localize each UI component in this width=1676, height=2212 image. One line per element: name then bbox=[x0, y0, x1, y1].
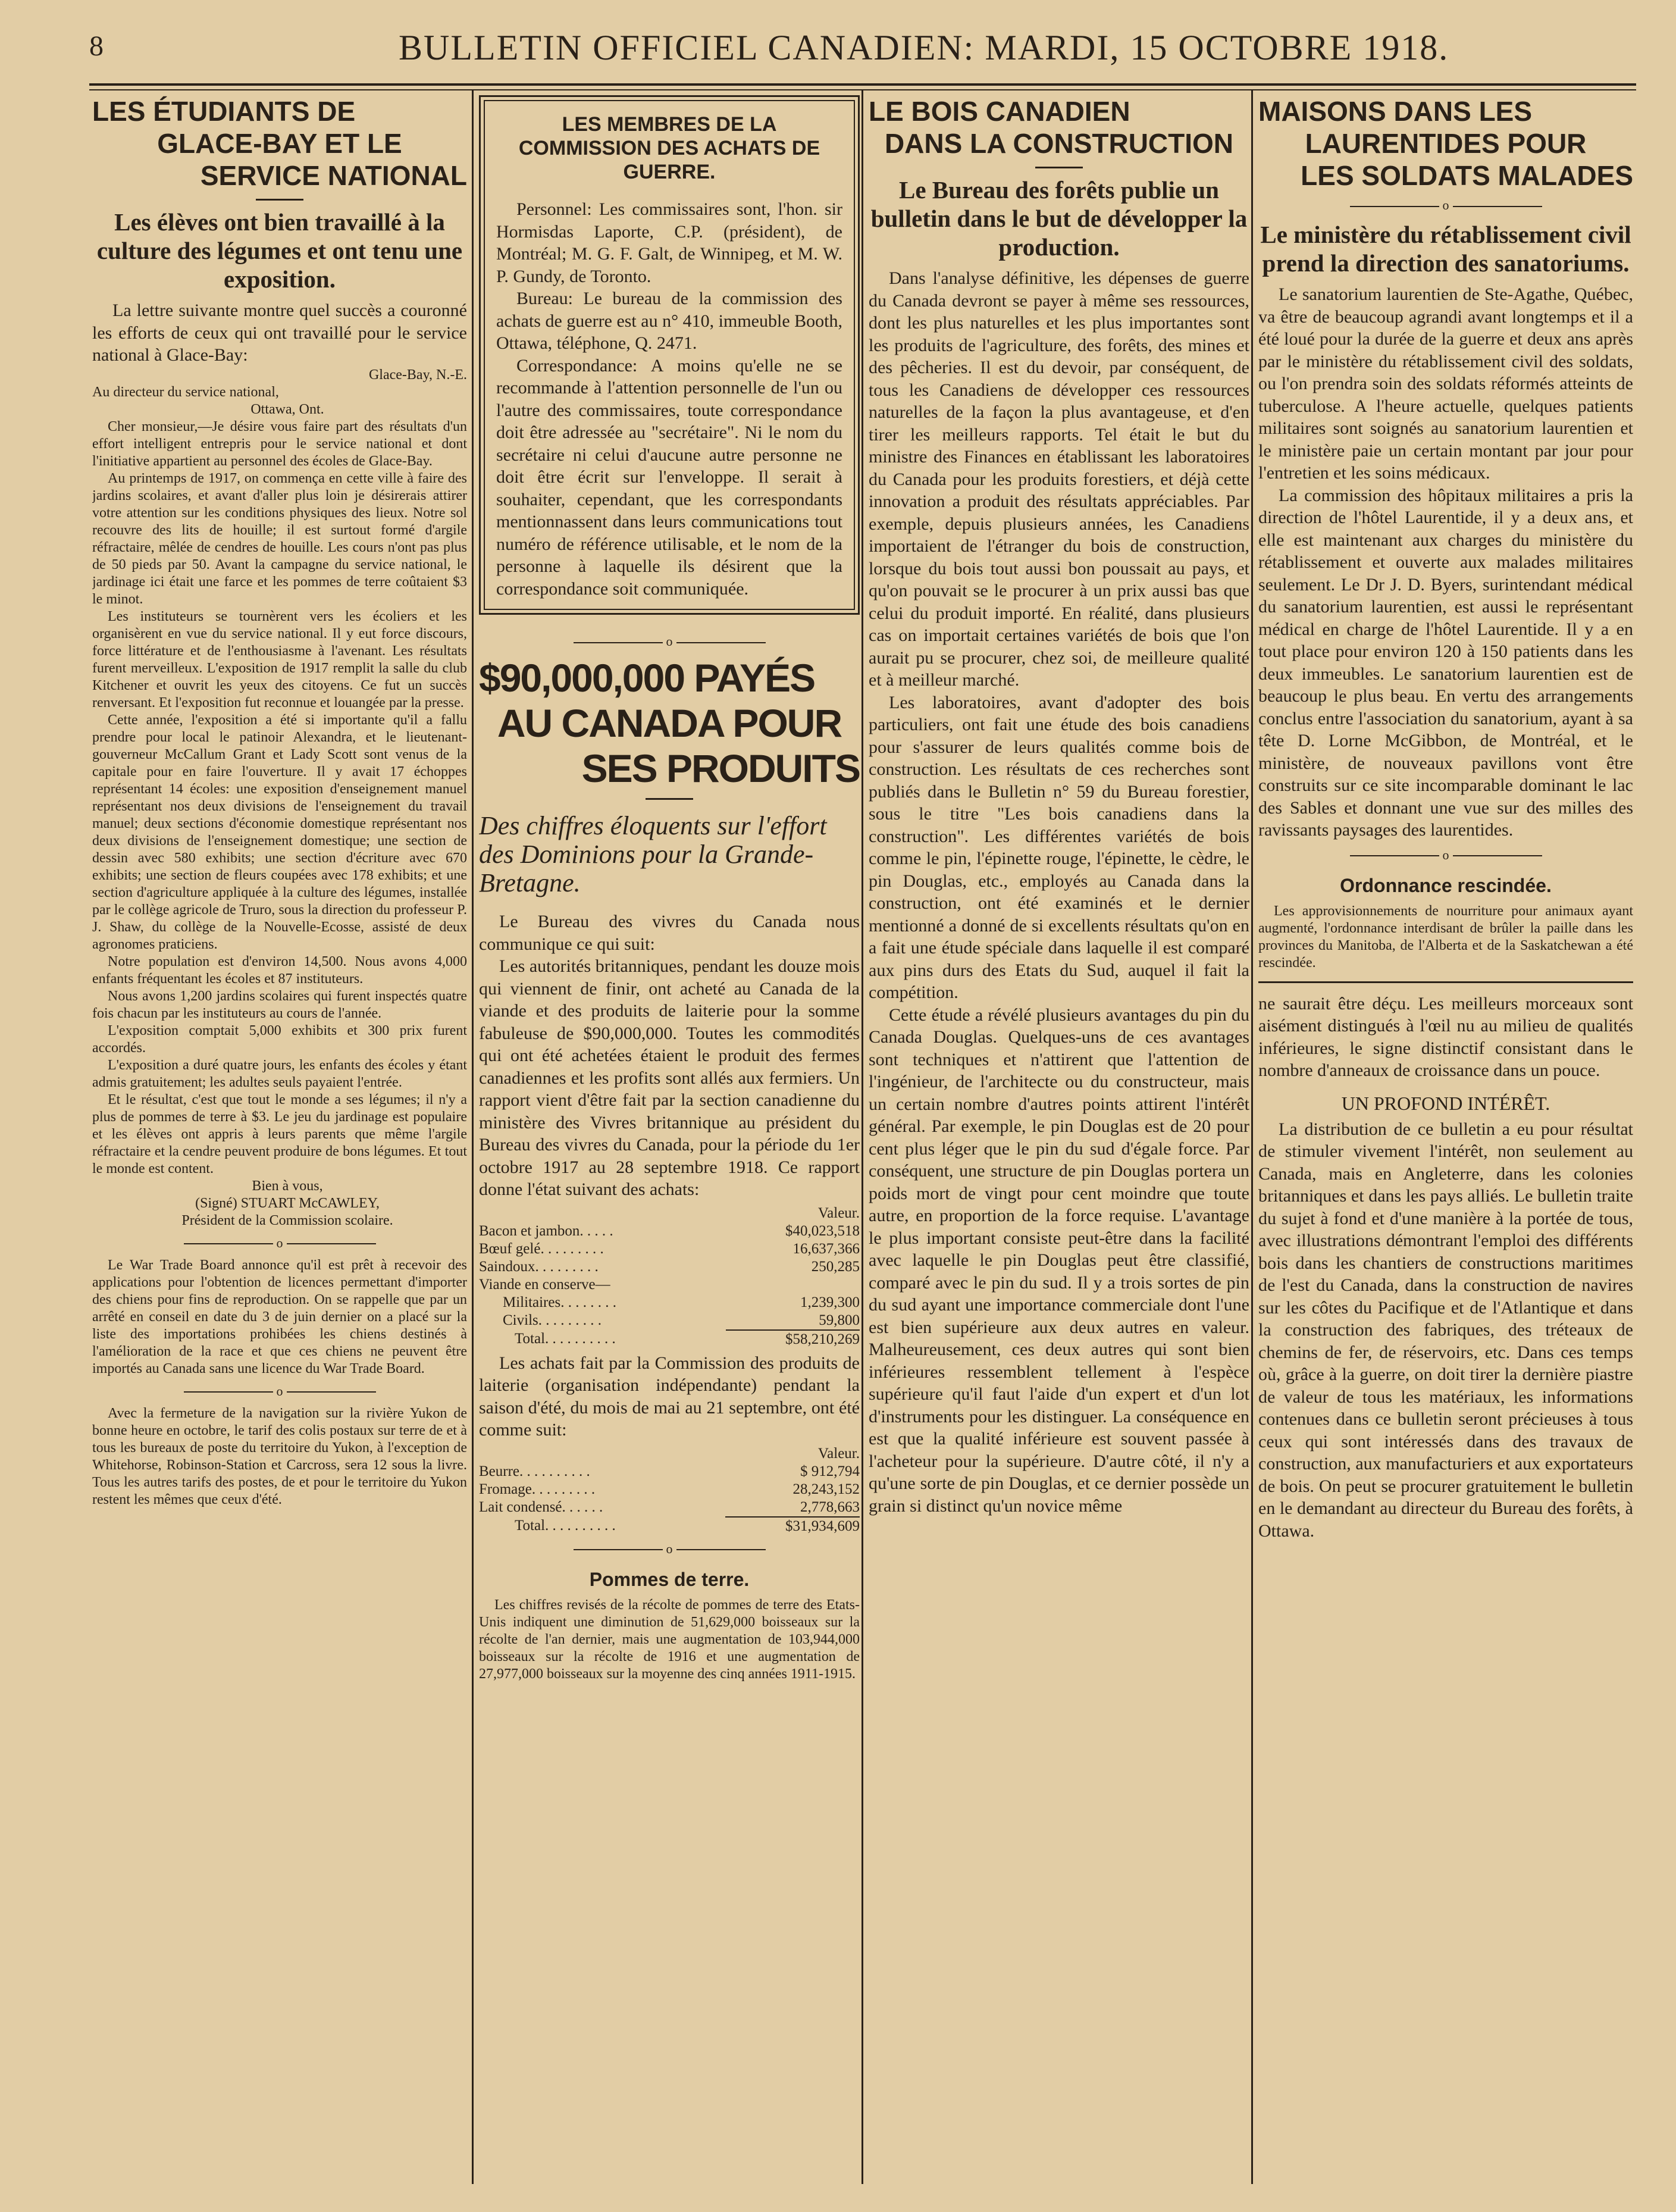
article-paragraph: Les chiffres revisés de la récolte de pommes de terre des Etats-Unis indiquent une diminution de 51,629,000 boisseaux sur la récolte de l'an dernier, mais une augmentation de 103,944,000 boisseaux sur la récolte de 1916 et une augmentation de 27,977,000 boisseaux sur la moyenne des cinq années 1911-1915. bbox=[479, 1597, 860, 1682]
section-rule bbox=[1258, 981, 1633, 983]
row-label: Saindoux. . . . . . . . . bbox=[479, 1258, 599, 1275]
purchases-table bbox=[479, 1204, 860, 1349]
row-value: $40,023,518 bbox=[785, 1222, 860, 1239]
row-value bbox=[726, 1276, 860, 1294]
column-rule-3 bbox=[1251, 89, 1253, 2184]
article-subhead: Le ministère du rétablissement civil prend la direction des sanatoriums. bbox=[1260, 221, 1631, 277]
article-paragraph: Les achats fait par la Commission des produits de laiterie (organisation indépendante) pendant la saison d'été, du mois de mai au 21 septembre, ont été comme suit: bbox=[479, 1353, 860, 1440]
letter-address: Au directeur du service national, bbox=[92, 384, 279, 400]
article-subhead: Des chiffres éloquents sur l'effort des Dominions pour la Grande-Bretagne. bbox=[479, 811, 827, 897]
box-paragraph: Bureau: Le bureau de la commission des achats de guerre est au n° 410, immeuble Booth, Ottawa, téléphone, Q. 2471. bbox=[496, 289, 842, 353]
row-label: Viande en conserve— bbox=[479, 1276, 610, 1293]
ornament-glyph: o bbox=[666, 634, 673, 649]
table-total-row bbox=[479, 1330, 860, 1349]
total-value: $31,934,609 bbox=[725, 1517, 860, 1535]
headline-line: LAURENTIDES POUR bbox=[1305, 128, 1587, 159]
table-row bbox=[479, 1294, 860, 1312]
article-headline-payments bbox=[479, 655, 860, 791]
letter-address: Ottawa, Ont. bbox=[250, 401, 324, 417]
minor-headline: Ordonnance rescindée. bbox=[1340, 874, 1552, 896]
headline-line: LES SOLDATS MALADES bbox=[1301, 160, 1633, 191]
ornament-divider bbox=[92, 1382, 467, 1400]
table-row bbox=[479, 1498, 860, 1517]
table-total-row bbox=[479, 1517, 860, 1535]
article-headline-students bbox=[92, 95, 467, 192]
masthead-title: BULLETIN OFFICIEL CANADIEN: MARDI, 15 OCTOBRE 1918. bbox=[399, 28, 1449, 67]
headline-line: GLACE-BAY ET LE bbox=[157, 128, 402, 159]
row-value: $ 912,794 bbox=[800, 1463, 860, 1479]
article-paragraph: La distribution de ce bulletin a eu pour résultat de stimuler vivement l'intérêt, non seulement au Canada, mais en Angleterre, dans les colonies britanniques et dans les pays alliés. Le bulletin traite du sujet à fond et d'une manière à la portée de tous, avec illustrations démontrant l'emploi des différents bois dans les chantiers de constructions maritimes de l'est du Canada, dans la construction de navires sur les côtes du Pacifique et de l'Atlantique et dans la construction des fabriques, des tréteaux de chemins de fer, de réservoirs, etc. Dans ces temps où, grâce à la guerre, on doit tirer la dernière piastre de valeur de tous les matériaux, les informations contenues dans ce bulletin seront précieuses à tous ceux qui sont intéressés dans des travaux de construction, aux manufacturiers et aux exportateurs de bois. On peut se procurer gratuitement le bulletin en le demandant au directeur du Bureau des forêts, à Ottawa. bbox=[1258, 1119, 1633, 1541]
headline-line: SES PRODUITS bbox=[581, 746, 860, 790]
row-value: 16,637,366 bbox=[792, 1240, 860, 1257]
column-3 bbox=[869, 95, 1249, 2190]
box-headline: LES MEMBRES DE LA COMMISSION DES ACHATS DE GUERRE. bbox=[518, 113, 820, 183]
box-paragraph: Correspondance: A moins qu'elle ne se recommande à l'attention personnelle de l'un ou l'autre des commissaires, toute correspondance doit être adressée au "secrétaire". Ni le nom du secrétaire ni celui d'aucune autre personne ne doit être écrit sur l'enveloppe. Il serait à souhaiter, cependant, que les correspondants mentionnassent dans leurs communications tout numéro de référence utilisable, et le nom de la personne à laquelle ils désirent que la correspondance soit communiquée. bbox=[496, 355, 842, 599]
minor-headline: Pommes de terre. bbox=[589, 1568, 750, 1590]
headline-line: DANS LA CONSTRUCTION bbox=[884, 128, 1234, 159]
headline-line: $90,000,000 PAYÉS bbox=[479, 656, 815, 700]
letter-paragraph: Cette année, l'exposition a été si importante qu'il a fallu prendre pour local le patinoir Alexandra, et le lieutenant-gouverneur McCallum Grant et Lady Scott sont venus de la capitale pour en faire l'ouverture. Il y avait 17 échoppes représentant 14 écoles: une exposition d'enseignement manuel représentant nos deux divisions de l'enseignement du travail manuel; deux sections d'économie domestique représentant nos deux divisions de l'enseignement domestique; une section de dessin avec 580 exhibits; une section d'écriture avec 670 exhibits; une section de fleurs coupées avec 178 exhibits; et une section d'agriculture appliquée à la culture des légumes, installée par le collège agricole de Truro, sous la direction du professeur P. J. Shaw, du collège de la Nouvelle-Ecosse, assisté de deux agronomes praticiens. bbox=[92, 712, 467, 952]
letter-signature: (Signé) STUART McCAWLEY, bbox=[195, 1195, 380, 1211]
article-paragraph: La commission des hôpitaux militaires a pris la direction de l'hôtel Laurentide, il y a deux ans, et elle est maintenant aux charges du ministère du rétablissement et ouverte aux malades militaires seulement. Le Dr J. D. Byers, surintendant médical du sanatorium laurentien, est aussi le représentant médical en charge de l'hôtel Laurentide. Il y a en tout place pour environ 120 à 150 patients dans les deux immeubles. Le sanatorium laurentien est de beaucoup le plus beau. En vertu des arrangements conclus entre l'association du sanatorium, ayant à sa tête D. Lorne McGibbon, de Montréal, et le ministère, de nouveaux pavillons vont être construits sur ce site incomparable dominant le lac des Sables et donnant une vue sur des milles des ravissants paysages des laurentides. bbox=[1258, 485, 1633, 840]
row-value: 2,778,663 bbox=[800, 1498, 860, 1515]
table-row bbox=[479, 1276, 860, 1294]
ornament-divider bbox=[1258, 846, 1633, 864]
column-2 bbox=[479, 95, 860, 2190]
headline-line: LES ÉTUDIANTS DE bbox=[92, 96, 356, 127]
article-paragraph: La lettre suivante montre quel succès a couronné les efforts de ceux qui ont travaillé pour le service national à Glace-Bay: bbox=[92, 301, 467, 365]
row-label: Civils. . . . . . . . . bbox=[503, 1312, 602, 1328]
article-paragraph: Avec la fermeture de la navigation sur la rivière Yukon de bonne heure en octobre, le tarif des colis postaux sur terre de et à tous les bureaux de poste du territoire du Yukon, à l'exception de Whitehorse, Robinson-Station et Carcross, sera 12 sous la livre. Tous les autres tarifs des postes, de et pour le territoire du Yukon restent les mêmes que ceux d'été. bbox=[92, 1405, 467, 1507]
article-paragraph: Les laboratoires, avant d'adopter des bois particuliers, ont fait une étude des bois canadiens pour s'assurer de leurs qualités comme bois de construction. Les résultats de ces recherches sont publiés dans le Bulletin n° 59 du Bureau forestier, sous le titre "Les bois canadiens dans la construction". Les différentes variétés de bois comme le pin, l'épinette rouge, l'épinette, le cèdre, le pin Douglas, etc., employés au Canada dans la construction, ont été examinés et le dernier mentionné a donné de si excellents résultats qu'on en a fait une étude spéciale dans laquelle il est comparé aux pins durs des Etats du Sud, auquel il fait la compétition. bbox=[869, 692, 1249, 1002]
column-rule-2 bbox=[862, 89, 863, 2184]
letter-paragraph: Au printemps de 1917, on commença en cette ville à faire des jardins scolaires, et avant d'aller plus loin je désirerais attirer votre attention sur les conditions physiques des lieux. Notre sol recouvre des lits de houille; il est surtout formé d'argile réfractaire, mêlée de cendres de houille. Les cours n'ont pas plus de 50 pieds par 50. Avant la campagne du service national, le jardinage ici était une farce et les pommes de terre coûtaient $3 le minot. bbox=[92, 470, 467, 607]
table-row bbox=[479, 1240, 860, 1258]
row-value: 1,239,300 bbox=[800, 1294, 860, 1310]
article-paragraph: Cette étude a révélé plusieurs avantages du pin du Canada Douglas. Quelques-uns de ces avantages sont techniques et n'attirent que l'attention de l'ingénieur, de l'architecte ou du constructeur, mais un certain nombre d'autres points attirent l'intérêt général. Par exemple, le pin Douglas est de 20 pour cent plus léger que le pin du sud d'égale force. Par conséquent, une structure de pin Douglas portera un poids mort de vingt pour cent moindre que toute autre, en proportion de la force requise. L'avantage le plus important consiste peut-être dans la facilité avec laquelle le pin Douglas peut être classifié, comparé avec le pin du sud. Il y a trois sortes de pin du sud ayant une importance commerciale dont l'une est bien supérieure aux deux autres en valeur. Malheureusement, ces deux autres qui sont bien inférieures ressemblent tellement à l'espèce supérieure qu'il faut l'aide d'un expert et d'un lot d'instruments pour les distinguer. La conséquence en est que la qualité inférieure est souvent passée à l'acheteur pour la supérieure. D'autre côté, il n'y a qu'une sorte de pin Douglas, et ce dernier possède un grain si distinct qu'un novice même bbox=[869, 1005, 1249, 1516]
ornament-glyph: o bbox=[276, 1383, 283, 1398]
commission-box bbox=[479, 95, 860, 615]
letter-paragraph: Nous avons 1,200 jardins scolaires qui furent inspectés quatre fois chacun par les instituteurs au cours de l'année. bbox=[92, 988, 467, 1021]
page-number: 8 bbox=[89, 30, 104, 62]
letter-closing: Bien à vous, bbox=[252, 1178, 323, 1194]
letter-paragraph: L'exposition a duré quatre jours, les enfants des écoles y étant admis gratuitement; les adultes seuls payaient l'entrée. bbox=[92, 1057, 467, 1090]
total-value: $58,210,269 bbox=[726, 1330, 860, 1349]
table-row bbox=[479, 1481, 860, 1498]
article-paragraph: Le Bureau des vivres du Canada nous communique ce qui suit: bbox=[479, 912, 860, 954]
ornament-glyph: o bbox=[666, 1541, 673, 1556]
row-label: Beurre. . . . . . . . . . bbox=[479, 1463, 590, 1479]
headline-line: LE BOIS CANADIEN bbox=[869, 96, 1130, 127]
column-1 bbox=[92, 95, 467, 2190]
table-row bbox=[479, 1312, 860, 1330]
row-value: 250,285 bbox=[811, 1258, 860, 1275]
article-headline-laurentides bbox=[1258, 95, 1633, 192]
article-paragraph: Le War Trade Board annonce qu'il est prêt à recevoir des applications pour l'obtention de licences permettant d'importer des chiens pour fins de reproduction. On se rappelle que par un arrêté en conseil en date du 3 de juin dernier on a placé sur la liste des importations prohibées les chiens destinés à l'amélioration de la race et que ces chiens ne peuvent être importés au Canada sans une licence du War Trade Board. bbox=[92, 1257, 467, 1376]
article-paragraph: Dans l'analyse définitive, les dépenses de guerre du Canada devront se payer à même ses ressources, dont les plus naturelles et les plus importantes sont les produits de l'agriculture, des forêts, des mines et des pêcheries. Il est du devoir, par conséquent, de tous les Canadiens de développer ces ressources naturelles de la façon la plus avantageuse, et d'en tirer les meilleurs rapports. Tel était le but du ministre des Finances en établissant les laboratoires du Canada pour les produits forestiers, et déjà cette innovation a produit des résultats appréciables. Par exemple, depuis plusieurs années, les Canadiens importaient de l'étranger du bois de construction, lorsque du bois tout aussi bon poussait au pays, et qu'on pouvait se le procurer à un prix aussi bas que celui du produit importé. En réalité, dans plusieurs cas on importait certaines variétés de bois que l'on aurait pu se procurer, chez soi, de meilleure qualité et à meilleur marché. bbox=[869, 268, 1249, 690]
table-header: Valeur. bbox=[817, 1204, 860, 1221]
ornament-glyph: o bbox=[276, 1235, 283, 1250]
table-row bbox=[479, 1258, 860, 1276]
column-4 bbox=[1258, 95, 1633, 2190]
dairy-table bbox=[479, 1445, 860, 1535]
headline-line: MAISONS DANS LES bbox=[1258, 96, 1533, 127]
headline-dash bbox=[646, 798, 693, 800]
column-rule-1 bbox=[472, 89, 474, 2184]
article-headline-wood bbox=[869, 95, 1249, 159]
page-header bbox=[89, 24, 1624, 77]
ornament-divider bbox=[1258, 196, 1633, 214]
ornament-glyph: o bbox=[1442, 847, 1449, 862]
letter-paragraph: Les instituteurs se tournèrent vers les écoliers et les organisèrent en vue du service national. Il y eut force discours, force littérature et de l'enthousiasme à l'avenant. Les résultats furent merveilleux. L'exposition de 1917 remplit la salle du club Kitchener et ouvrit les yeux des citoyens. Ce fut un succès renversant. Et l'exposition fut reconnue et louangée par la presse. bbox=[92, 608, 467, 711]
ornament-divider bbox=[92, 1234, 467, 1252]
row-label: Bœuf gelé. . . . . . . . . bbox=[479, 1240, 604, 1257]
total-label: Total. . . . . . . . . . bbox=[515, 1518, 616, 1534]
total-label: Total. . . . . . . . . . bbox=[515, 1331, 616, 1347]
table-header: Valeur. bbox=[817, 1445, 860, 1462]
ornament-divider bbox=[479, 1540, 860, 1558]
article-paragraph: Les approvisionnements de nourriture pour animaux ayant augmenté, l'ordonnance interdisant de brûler la paille dans les provinces du Manitoba, de l'Alberta et de la Saskatchewan a été rescindée. bbox=[1258, 903, 1633, 971]
letter-paragraph: Cher monsieur,—Je désire vous faire part des résultats d'un effort intelligent entrepris pour le service national et dont l'initiative appartient au personnel des écoles de Glace-Bay. bbox=[92, 418, 467, 469]
row-label: Lait condensé. . . . . . bbox=[479, 1499, 603, 1515]
row-label: Fromage. . . . . . . . . bbox=[479, 1481, 596, 1497]
article-subhead: Les élèves ont bien travaillé à la culture des légumes et ont tenu une exposition. bbox=[96, 208, 463, 293]
letter-paragraph: L'exposition comptait 5,000 exhibits et 300 prix furent accordés. bbox=[92, 1022, 467, 1056]
continued-paragraph: ne saurait être déçu. Les meilleurs morceaux sont aisément distingués à l'œil nu au milieu de qualités inférieures, le signe distinctif consistant dans le nombre d'anneaux de croissance dans un pouce. bbox=[1258, 993, 1633, 1080]
article-subhead: Le Bureau des forêts publie un bulletin dans le but de développer la production. bbox=[870, 176, 1248, 261]
row-value: 28,243,152 bbox=[792, 1481, 860, 1497]
letter-paragraph: Notre population est d'environ 14,500. Nous avons 4,000 enfants fréquentant les écoles et 87 instituteurs. bbox=[92, 953, 467, 987]
header-rule-top bbox=[89, 83, 1636, 86]
table-row bbox=[479, 1463, 860, 1481]
box-paragraph: Personnel: Les commissaires sont, l'hon. sir Hormisdas Laporte, C.P. (président), de Montréal; M. G. F. Galt, de Winnipeg, et M. W. P. Gundy, de Toronto. bbox=[496, 199, 842, 286]
letter-paragraph: Et le résultat, c'est que tout le monde a ses légumes; il n'y a plus de pommes de terre à $3. Le jeu du jardinage est populaire et les élèves ont appris à leurs parents que même l'argile réfractaire et la cendre peuvent produire de bons légumes. Et tout le monde est content. bbox=[92, 1091, 467, 1177]
table-row bbox=[479, 1222, 860, 1240]
row-value: 59,800 bbox=[819, 1312, 860, 1328]
headline-line: AU CANADA POUR bbox=[497, 701, 842, 745]
section-headline: UN PROFOND INTÉRÊT. bbox=[1341, 1092, 1550, 1114]
row-label: Bacon et jambon. . . . . bbox=[479, 1222, 613, 1239]
ornament-divider bbox=[479, 633, 860, 650]
headline-dash bbox=[256, 199, 303, 201]
headline-line: SERVICE NATIONAL bbox=[200, 160, 467, 191]
article-paragraph: Les autorités britanniques, pendant les douze mois qui viennent de finir, ont acheté au Canada de la viande et des produits de laiterie pour la somme fabuleuse de $90,000,000. Toutes les commodités qui ont été achetées étaient le produit des fermes canadiennes et les profits sont allés aux fermiers. Un rapport vient d'être fait par la section canadienne du ministère des Vivres britannique au président du Bureau des vivres du Canada, pour la période du 1er octobre 1917 au 28 septembre 1918. Ce rapport donne l'état suivant des achats: bbox=[479, 956, 860, 1199]
headline-dash bbox=[1035, 167, 1083, 168]
letter-signature-title: Président de la Commission scolaire. bbox=[181, 1212, 393, 1228]
article-paragraph: Le sanatorium laurentien de Ste-Agathe, Québec, va être de beaucoup agrandi avant longtemps et il a été loué pour la durée de la guerre et deux ans après par le ministère du rétablissement civil des soldats, ou l'on prendra soin des soldats réformés atteints de tuberculose. A l'heure actuelle, quelques patients militaires sont soignés au sanatorium laurentien et le ministère paie un certain montant par jour pour l'entretien et les soins médicaux. bbox=[1258, 284, 1633, 483]
row-label: Militaires. . . . . . . . bbox=[503, 1294, 616, 1310]
ornament-glyph: o bbox=[1442, 198, 1449, 212]
letter-place: Glace-Bay, N.-E. bbox=[368, 367, 467, 383]
